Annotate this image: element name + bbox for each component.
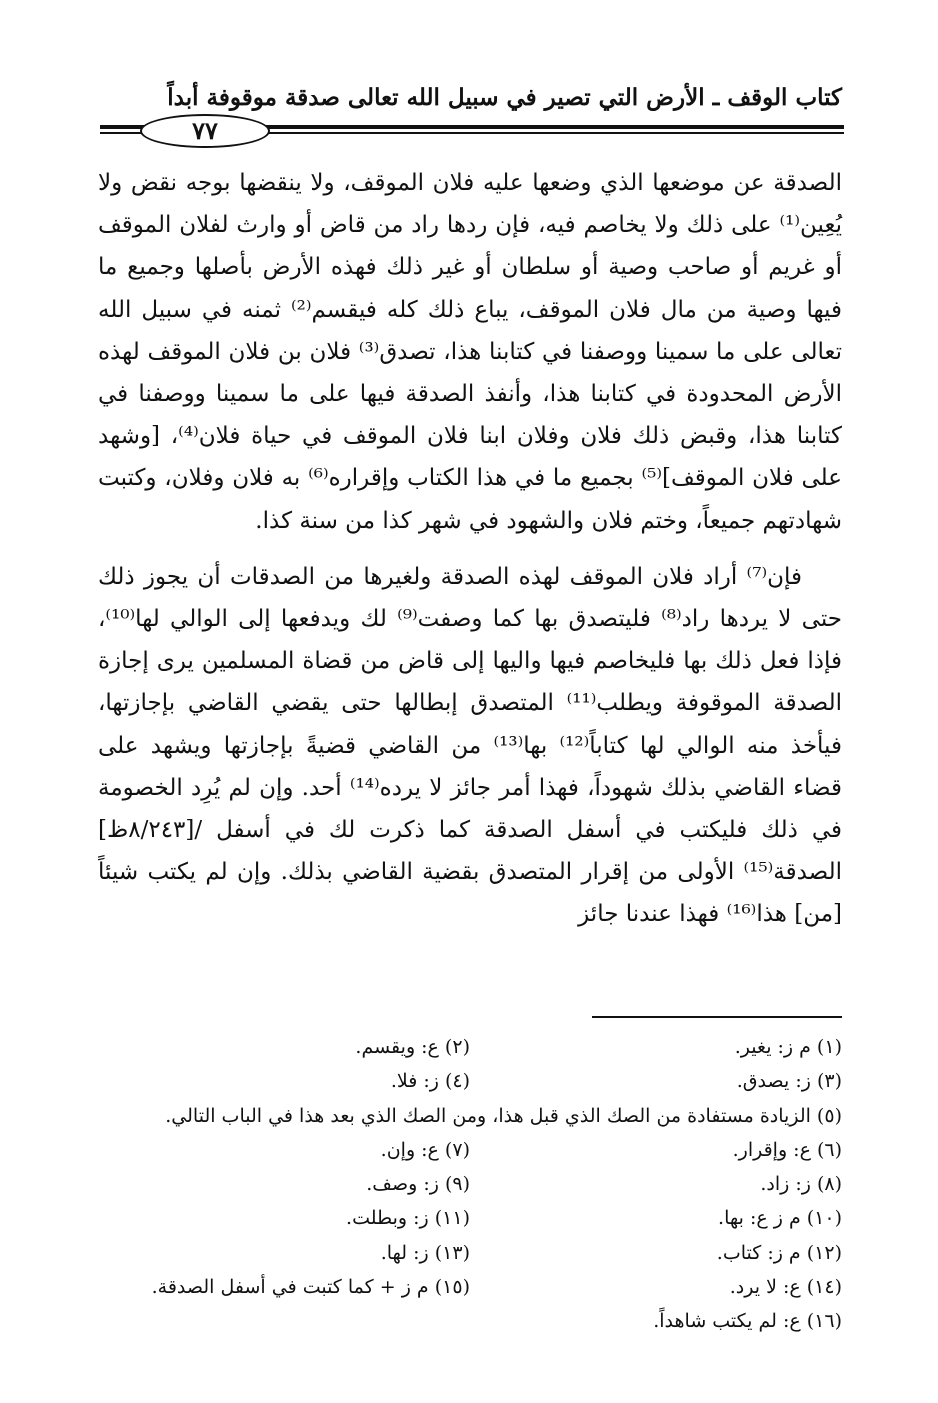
footnotes xyxy=(98,1030,842,1339)
footnote-row xyxy=(98,1030,842,1064)
footnote: (١٣) ز: لها. xyxy=(380,1241,470,1264)
footnote-separator xyxy=(592,1016,842,1018)
paragraph-2: فإن⁽⁷⁾ أراد فلان الموقف لهذه الصدقة ولغيرها من الصدقات أن يجوز ذلك حتى لا يردها راد⁽⁸⁾ فليتصدق بها كما وصفت⁽⁹⁾ لك ويدفعها إلى الوالي لها⁽¹⁰⁾، فإذا فعل ذلك بها فليخاصم فيها واليها إلى قاض من قضاة المسلمين يرى إجازة الصدقة الموقوفة ويطلب⁽¹¹⁾ المتصدق إبطالها حتى يقضي القاضي بإجازتها، فيأخذ منه الوالي لها كتاباً⁽¹²⁾ بها⁽¹³⁾ من القاضي قضيةً بإجازتها ويشهد على قضاء القاضي بذلك شهوداً، فهذا أمر جائز لا يرده⁽¹⁴⁾ أحد. وإن لم يُرِد الخصومة في ذلك فليكتب في أسفل الصدقة كما ذكرت لك في أسفل /[٨/٢٤٣ظ] الصدقة⁽¹⁵⁾ الأولى من إقرار المتصدق بقضية القاضي بذلك. وإن لم يكتب شيئاً [من] هذا⁽¹⁶⁾ فهذا عندنا جائز xyxy=(98,563,842,928)
footnote-row xyxy=(98,1201,842,1235)
footnote: (١) م ز: يغير. xyxy=(734,1036,842,1058)
footnote-row xyxy=(98,1236,842,1270)
footnote: (١٠) م ز ع: بها. xyxy=(718,1207,842,1230)
running-title: كتاب الوقف ـ الأرض التي تصير في سبيل الله تعالى صدقة موقوفة أبداً xyxy=(167,84,842,111)
footnote-row xyxy=(98,1304,842,1338)
footnote: (٥) الزيادة مستفادة من الصك الذي قبل هذا، ومن الصك الذي بعد هذا في الباب التالي. xyxy=(165,1104,842,1127)
footnote: (١٢) م ز: كتاب. xyxy=(716,1241,842,1264)
footnote-row xyxy=(98,1064,842,1098)
paragraph-1: الصدقة عن موضعها الذي وضعها عليه فلان الموقف، ولا ينقضها بوجه نقض ولا يُعِين⁽¹⁾ على ذلك ولا يخاصم فيه، فإن ردها راد من قاض أو وارث لفلان الموقف أو غريم أو صاحب وصية أو سلطان أو غير ذلك فهذه الأرض بأصلها وجميع ما فيها وصية من مال فلان الموقف، يباع ذلك كله فيقسم⁽²⁾ ثمنه في سبيل الله تعالى على ما سمينا ووصفنا في كتابنا هذا، تصدق⁽³⁾ فلان بن فلان الموقف لهذه الأرض المحدودة في كتابنا هذا، وأنفذ الصدقة فيها على ما سمينا ووصفنا في كتابنا هذا، وقبض ذلك فلان وفلان ابنا فلان الموقف في حياة فلان⁽⁴⁾، [وشهد على فلان الموقف]⁽⁵⁾ بجميع ما في هذا الكتاب وإقراره⁽⁶⁾ به فلان وفلان، وكتبت شهادتهم جميعاً، وختم فلان والشهود في شهر كذا من سنة كذا. xyxy=(98,170,842,534)
footnote: (٩) ز: وصف. xyxy=(366,1173,470,1196)
footnote: (٨) ز: زاد. xyxy=(760,1173,842,1196)
footnote: (٣) ز: يصدق. xyxy=(736,1070,842,1093)
footnote: (١٦) ع: لم يكتب شاهداً. xyxy=(653,1310,842,1333)
footnote xyxy=(98,1304,470,1338)
footnote-row xyxy=(98,1167,842,1201)
footnote: (١٥) م ز + كما كتبت في أسفل الصدقة. xyxy=(151,1276,470,1299)
footnote: (٦) ع: وإقرار. xyxy=(732,1138,842,1161)
footnote-row xyxy=(98,1270,842,1304)
footnote: (٢) ع: ويقسم. xyxy=(355,1036,470,1058)
footnote: (١١) ز: وبطلت. xyxy=(346,1207,470,1230)
page-number: ٧٧ xyxy=(140,114,270,148)
footnote-row xyxy=(98,1099,842,1133)
main-text xyxy=(98,162,842,936)
header-rule xyxy=(100,112,844,148)
footnote: (٧) ع: وإن. xyxy=(380,1138,470,1161)
footnote: (٤) ز: فلا. xyxy=(390,1070,470,1093)
footnote-row xyxy=(98,1133,842,1167)
footnote: (١٤) ع: لا يرد. xyxy=(729,1276,842,1299)
